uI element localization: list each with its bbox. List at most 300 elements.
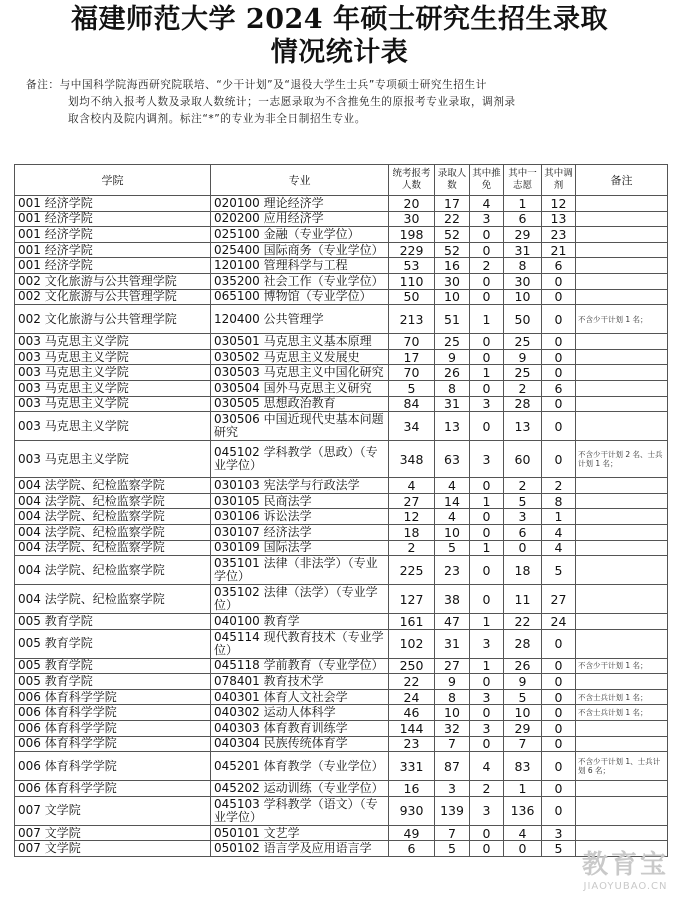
cell-first-choice: 3 bbox=[504, 509, 542, 525]
cell-admitted: 31 bbox=[435, 396, 470, 412]
table-row bbox=[15, 509, 668, 525]
header-first-choice: 其中一志愿 bbox=[504, 165, 542, 196]
cell-exempt: 3 bbox=[470, 689, 504, 705]
table-row bbox=[15, 349, 668, 365]
cell-major: 045102 学科教学（思政）（专业学位） bbox=[211, 441, 389, 478]
cell-applicants: 5 bbox=[389, 380, 435, 396]
cell-adjusted: 0 bbox=[542, 705, 576, 721]
cell-major: 035101 法律（非法学）（专业学位） bbox=[211, 556, 389, 585]
cell-major: 040304 民族传统体育学 bbox=[211, 736, 389, 752]
header-remark: 备注 bbox=[576, 165, 668, 196]
cell-college: 003 马克思主义学院 bbox=[15, 334, 211, 350]
cell-first-choice: 5 bbox=[504, 493, 542, 509]
cell-applicants: 22 bbox=[389, 674, 435, 690]
cell-applicants: 70 bbox=[389, 334, 435, 350]
cell-exempt: 3 bbox=[470, 629, 504, 658]
cell-first-choice: 7 bbox=[504, 736, 542, 752]
cell-major: 030503 马克思主义中国化研究 bbox=[211, 365, 389, 381]
cell-adjusted: 4 bbox=[542, 540, 576, 556]
cell-exempt: 0 bbox=[470, 585, 504, 614]
cell-exempt: 3 bbox=[470, 796, 504, 825]
cell-applicants: 127 bbox=[389, 585, 435, 614]
table-row bbox=[15, 781, 668, 797]
cell-exempt: 0 bbox=[470, 841, 504, 857]
cell-first-choice: 8 bbox=[504, 258, 542, 274]
title-line-2: 情况统计表 bbox=[270, 37, 409, 68]
cell-remark bbox=[576, 841, 668, 857]
cell-college: 005 教育学院 bbox=[15, 658, 211, 674]
table-row bbox=[15, 658, 668, 674]
cell-exempt: 1 bbox=[470, 658, 504, 674]
cell-adjusted: 3 bbox=[542, 825, 576, 841]
cell-college: 004 法学院、纪检监察学院 bbox=[15, 556, 211, 585]
cell-college: 003 马克思主义学院 bbox=[15, 396, 211, 412]
cell-first-choice: 0 bbox=[504, 841, 542, 857]
cell-admitted: 10 bbox=[435, 524, 470, 540]
cell-exempt: 2 bbox=[470, 258, 504, 274]
cell-college: 003 马克思主义学院 bbox=[15, 412, 211, 441]
cell-first-choice: 26 bbox=[504, 658, 542, 674]
cell-adjusted: 24 bbox=[542, 614, 576, 630]
cell-major: 030105 民商法学 bbox=[211, 493, 389, 509]
cell-first-choice: 1 bbox=[504, 196, 542, 212]
cell-major: 040302 运动人体科学 bbox=[211, 705, 389, 721]
cell-applicants: 84 bbox=[389, 396, 435, 412]
cell-major: 030506 中国近现代史基本问题研究 bbox=[211, 412, 389, 441]
cell-applicants: 53 bbox=[389, 258, 435, 274]
cell-exempt: 0 bbox=[470, 380, 504, 396]
cell-applicants: 18 bbox=[389, 524, 435, 540]
cell-admitted: 4 bbox=[435, 509, 470, 525]
table-row bbox=[15, 689, 668, 705]
cell-applicants: 161 bbox=[389, 614, 435, 630]
table-row bbox=[15, 478, 668, 494]
cell-first-choice: 5 bbox=[504, 689, 542, 705]
cell-first-choice: 10 bbox=[504, 705, 542, 721]
cell-college: 004 法学院、纪检监察学院 bbox=[15, 493, 211, 509]
cell-exempt: 0 bbox=[470, 674, 504, 690]
cell-adjusted: 0 bbox=[542, 365, 576, 381]
cell-major: 030504 国外马克思主义研究 bbox=[211, 380, 389, 396]
cell-admitted: 10 bbox=[435, 705, 470, 721]
cell-major: 025100 金融（专业学位） bbox=[211, 227, 389, 243]
admission-table bbox=[14, 164, 668, 857]
note-line-2: 划均不纳入报考人数及录取人数统计；一志愿录取为不含推免生的原报考专业录取，调剂录 bbox=[68, 96, 516, 108]
cell-remark bbox=[576, 349, 668, 365]
cell-remark bbox=[576, 781, 668, 797]
cell-adjusted: 0 bbox=[542, 334, 576, 350]
cell-remark bbox=[576, 478, 668, 494]
table-row bbox=[15, 441, 668, 478]
cell-admitted: 8 bbox=[435, 689, 470, 705]
table-row bbox=[15, 396, 668, 412]
cell-remark bbox=[576, 365, 668, 381]
cell-adjusted: 5 bbox=[542, 556, 576, 585]
cell-remark bbox=[576, 540, 668, 556]
cell-applicants: 12 bbox=[389, 509, 435, 525]
cell-admitted: 17 bbox=[435, 196, 470, 212]
cell-major: 030502 马克思主义发展史 bbox=[211, 349, 389, 365]
cell-first-choice: 136 bbox=[504, 796, 542, 825]
table-row bbox=[15, 752, 668, 781]
cell-admitted: 5 bbox=[435, 841, 470, 857]
cell-first-choice: 11 bbox=[504, 585, 542, 614]
cell-exempt: 2 bbox=[470, 781, 504, 797]
cell-admitted: 8 bbox=[435, 380, 470, 396]
cell-remark bbox=[576, 334, 668, 350]
cell-applicants: 27 bbox=[389, 493, 435, 509]
header-applicants: 统考报考人数 bbox=[389, 165, 435, 196]
cell-major: 045202 运动训练（专业学位） bbox=[211, 781, 389, 797]
cell-applicants: 348 bbox=[389, 441, 435, 478]
watermark-domain: JIAOYUBAO.CN bbox=[583, 881, 668, 892]
cell-adjusted: 27 bbox=[542, 585, 576, 614]
cell-admitted: 51 bbox=[435, 305, 470, 334]
cell-first-choice: 29 bbox=[504, 227, 542, 243]
cell-major: 120400 公共管理学 bbox=[211, 305, 389, 334]
header-college: 学院 bbox=[15, 165, 211, 196]
cell-first-choice: 25 bbox=[504, 334, 542, 350]
cell-applicants: 46 bbox=[389, 705, 435, 721]
cell-admitted: 27 bbox=[435, 658, 470, 674]
cell-remark bbox=[576, 629, 668, 658]
cell-major: 040303 体育教育训练学 bbox=[211, 721, 389, 737]
table-row bbox=[15, 242, 668, 258]
cell-remark bbox=[576, 412, 668, 441]
cell-exempt: 0 bbox=[470, 412, 504, 441]
cell-applicants: 50 bbox=[389, 289, 435, 305]
cell-admitted: 47 bbox=[435, 614, 470, 630]
cell-adjusted: 0 bbox=[542, 796, 576, 825]
cell-first-choice: 13 bbox=[504, 412, 542, 441]
table-row bbox=[15, 227, 668, 243]
cell-applicants: 102 bbox=[389, 629, 435, 658]
cell-exempt: 0 bbox=[470, 509, 504, 525]
cell-exempt: 3 bbox=[470, 211, 504, 227]
cell-exempt: 3 bbox=[470, 441, 504, 478]
cell-first-choice: 28 bbox=[504, 629, 542, 658]
cell-college: 001 经济学院 bbox=[15, 211, 211, 227]
cell-first-choice: 6 bbox=[504, 211, 542, 227]
cell-applicants: 930 bbox=[389, 796, 435, 825]
table-row bbox=[15, 493, 668, 509]
cell-adjusted: 6 bbox=[542, 380, 576, 396]
cell-applicants: 144 bbox=[389, 721, 435, 737]
cell-remark bbox=[576, 674, 668, 690]
cell-applicants: 4 bbox=[389, 478, 435, 494]
cell-admitted: 23 bbox=[435, 556, 470, 585]
table-row bbox=[15, 412, 668, 441]
table-row bbox=[15, 524, 668, 540]
cell-college: 001 经济学院 bbox=[15, 242, 211, 258]
cell-exempt: 0 bbox=[470, 349, 504, 365]
cell-adjusted: 0 bbox=[542, 721, 576, 737]
cell-admitted: 16 bbox=[435, 258, 470, 274]
cell-adjusted: 12 bbox=[542, 196, 576, 212]
cell-first-choice: 31 bbox=[504, 242, 542, 258]
cell-remark bbox=[576, 796, 668, 825]
cell-exempt: 0 bbox=[470, 227, 504, 243]
table-row bbox=[15, 211, 668, 227]
cell-exempt: 4 bbox=[470, 196, 504, 212]
cell-admitted: 4 bbox=[435, 478, 470, 494]
cell-college: 007 文学院 bbox=[15, 841, 211, 857]
table-header-row bbox=[15, 165, 668, 196]
cell-applicants: 229 bbox=[389, 242, 435, 258]
cell-adjusted: 13 bbox=[542, 211, 576, 227]
cell-exempt: 3 bbox=[470, 396, 504, 412]
cell-first-choice: 2 bbox=[504, 380, 542, 396]
cell-remark bbox=[576, 556, 668, 585]
cell-exempt: 0 bbox=[470, 736, 504, 752]
cell-adjusted: 0 bbox=[542, 396, 576, 412]
cell-remark bbox=[576, 273, 668, 289]
cell-major: 040301 体育人文社会学 bbox=[211, 689, 389, 705]
cell-remark bbox=[576, 380, 668, 396]
cell-college: 002 文化旅游与公共管理学院 bbox=[15, 289, 211, 305]
cell-remark bbox=[576, 289, 668, 305]
cell-exempt: 0 bbox=[470, 242, 504, 258]
cell-college: 004 法学院、纪检监察学院 bbox=[15, 585, 211, 614]
cell-college: 002 文化旅游与公共管理学院 bbox=[15, 305, 211, 334]
cell-adjusted: 0 bbox=[542, 289, 576, 305]
cell-applicants: 20 bbox=[389, 196, 435, 212]
cell-adjusted: 2 bbox=[542, 478, 576, 494]
header-major: 专业 bbox=[211, 165, 389, 196]
cell-remark bbox=[576, 736, 668, 752]
table-row bbox=[15, 796, 668, 825]
cell-applicants: 198 bbox=[389, 227, 435, 243]
table-row bbox=[15, 736, 668, 752]
cell-first-choice: 10 bbox=[504, 289, 542, 305]
cell-remark bbox=[576, 211, 668, 227]
cell-adjusted: 0 bbox=[542, 752, 576, 781]
cell-adjusted: 4 bbox=[542, 524, 576, 540]
cell-first-choice: 22 bbox=[504, 614, 542, 630]
cell-admitted: 38 bbox=[435, 585, 470, 614]
table-row bbox=[15, 614, 668, 630]
cell-adjusted: 0 bbox=[542, 629, 576, 658]
table-row bbox=[15, 196, 668, 212]
cell-first-choice: 28 bbox=[504, 396, 542, 412]
cell-admitted: 9 bbox=[435, 349, 470, 365]
table-row bbox=[15, 629, 668, 658]
cell-admitted: 52 bbox=[435, 227, 470, 243]
cell-college: 004 法学院、纪检监察学院 bbox=[15, 524, 211, 540]
cell-applicants: 34 bbox=[389, 412, 435, 441]
cell-remark bbox=[576, 509, 668, 525]
cell-remark bbox=[576, 258, 668, 274]
cell-applicants: 17 bbox=[389, 349, 435, 365]
cell-admitted: 7 bbox=[435, 825, 470, 841]
cell-college: 004 法学院、纪检监察学院 bbox=[15, 478, 211, 494]
cell-admitted: 3 bbox=[435, 781, 470, 797]
cell-exempt: 1 bbox=[470, 365, 504, 381]
cell-college: 004 法学院、纪检监察学院 bbox=[15, 540, 211, 556]
cell-remark bbox=[576, 396, 668, 412]
cell-major: 045118 学前教育（专业学位） bbox=[211, 658, 389, 674]
watermark-logo-text: 教育宝 bbox=[581, 850, 669, 880]
cell-college: 005 教育学院 bbox=[15, 629, 211, 658]
header-exempt: 其中推免 bbox=[470, 165, 504, 196]
header-adjusted: 其中调剂 bbox=[542, 165, 576, 196]
cell-applicants: 250 bbox=[389, 658, 435, 674]
cell-major: 065100 博物馆（专业学位） bbox=[211, 289, 389, 305]
table-row bbox=[15, 305, 668, 334]
cell-major: 035102 法律（法学）（专业学位） bbox=[211, 585, 389, 614]
cell-major: 045114 现代教育技术（专业学位） bbox=[211, 629, 389, 658]
table-row bbox=[15, 334, 668, 350]
cell-remark bbox=[576, 825, 668, 841]
cell-first-choice: 6 bbox=[504, 524, 542, 540]
cell-remark bbox=[576, 196, 668, 212]
cell-admitted: 32 bbox=[435, 721, 470, 737]
cell-first-choice: 25 bbox=[504, 365, 542, 381]
cell-adjusted: 0 bbox=[542, 658, 576, 674]
cell-major: 020200 应用经济学 bbox=[211, 211, 389, 227]
title-line-1: 福建师范大学 2024 年硕士研究生招生录取 bbox=[71, 4, 608, 35]
cell-remark: 不含少干计划 1 名； bbox=[576, 658, 668, 674]
cell-college: 001 经济学院 bbox=[15, 227, 211, 243]
cell-college: 007 文学院 bbox=[15, 796, 211, 825]
cell-remark bbox=[576, 614, 668, 630]
cell-exempt: 1 bbox=[470, 305, 504, 334]
cell-major: 120100 管理科学与工程 bbox=[211, 258, 389, 274]
cell-applicants: 70 bbox=[389, 365, 435, 381]
cell-remark bbox=[576, 585, 668, 614]
cell-college: 003 马克思主义学院 bbox=[15, 441, 211, 478]
cell-college: 001 经济学院 bbox=[15, 258, 211, 274]
cell-applicants: 213 bbox=[389, 305, 435, 334]
cell-exempt: 1 bbox=[470, 540, 504, 556]
table-row bbox=[15, 273, 668, 289]
cell-major: 035200 社会工作（专业学位） bbox=[211, 273, 389, 289]
cell-first-choice: 60 bbox=[504, 441, 542, 478]
note-line-3: 取含校内及院内调剂。标注“*”的专业为非全日制招生专业。 bbox=[68, 113, 366, 125]
cell-major: 050102 语言学及应用语言学 bbox=[211, 841, 389, 857]
cell-first-choice: 9 bbox=[504, 349, 542, 365]
cell-college: 006 体育科学学院 bbox=[15, 705, 211, 721]
cell-applicants: 225 bbox=[389, 556, 435, 585]
cell-college: 001 经济学院 bbox=[15, 196, 211, 212]
cell-first-choice: 29 bbox=[504, 721, 542, 737]
table-row bbox=[15, 721, 668, 737]
cell-first-choice: 9 bbox=[504, 674, 542, 690]
cell-major: 045103 学科教学（语文）（专业学位） bbox=[211, 796, 389, 825]
table-row bbox=[15, 674, 668, 690]
cell-first-choice: 50 bbox=[504, 305, 542, 334]
cell-major: 078401 教育技术学 bbox=[211, 674, 389, 690]
cell-applicants: 24 bbox=[389, 689, 435, 705]
cell-remark: 不含士兵计划 1 名； bbox=[576, 689, 668, 705]
cell-exempt: 4 bbox=[470, 752, 504, 781]
cell-first-choice: 2 bbox=[504, 478, 542, 494]
cell-admitted: 30 bbox=[435, 273, 470, 289]
cell-remark: 不含士兵计划 1 名； bbox=[576, 705, 668, 721]
cell-first-choice: 4 bbox=[504, 825, 542, 841]
cell-college: 006 体育科学学院 bbox=[15, 752, 211, 781]
cell-remark bbox=[576, 721, 668, 737]
cell-applicants: 16 bbox=[389, 781, 435, 797]
cell-adjusted: 0 bbox=[542, 273, 576, 289]
cell-major: 025400 国际商务（专业学位） bbox=[211, 242, 389, 258]
cell-college: 006 体育科学学院 bbox=[15, 781, 211, 797]
cell-first-choice: 30 bbox=[504, 273, 542, 289]
cell-remark: 不含少干计划 1、士兵计划 6 名； bbox=[576, 752, 668, 781]
cell-applicants: 23 bbox=[389, 736, 435, 752]
table-row bbox=[15, 380, 668, 396]
cell-adjusted: 0 bbox=[542, 305, 576, 334]
cell-admitted: 139 bbox=[435, 796, 470, 825]
cell-adjusted: 1 bbox=[542, 509, 576, 525]
cell-exempt: 0 bbox=[470, 289, 504, 305]
table-row bbox=[15, 825, 668, 841]
cell-adjusted: 0 bbox=[542, 412, 576, 441]
cell-exempt: 0 bbox=[470, 478, 504, 494]
table-row bbox=[15, 841, 668, 857]
table-row bbox=[15, 540, 668, 556]
cell-exempt: 0 bbox=[470, 524, 504, 540]
cell-first-choice: 83 bbox=[504, 752, 542, 781]
cell-adjusted: 21 bbox=[542, 242, 576, 258]
cell-admitted: 31 bbox=[435, 629, 470, 658]
cell-admitted: 22 bbox=[435, 211, 470, 227]
cell-college: 003 马克思主义学院 bbox=[15, 380, 211, 396]
cell-adjusted: 0 bbox=[542, 736, 576, 752]
cell-exempt: 0 bbox=[470, 825, 504, 841]
cell-remark bbox=[576, 242, 668, 258]
cell-adjusted: 0 bbox=[542, 349, 576, 365]
cell-adjusted: 0 bbox=[542, 781, 576, 797]
cell-admitted: 5 bbox=[435, 540, 470, 556]
cell-adjusted: 8 bbox=[542, 493, 576, 509]
cell-major: 030106 诉讼法学 bbox=[211, 509, 389, 525]
cell-admitted: 87 bbox=[435, 752, 470, 781]
header-admitted: 录取人数 bbox=[435, 165, 470, 196]
cell-exempt: 0 bbox=[470, 273, 504, 289]
cell-applicants: 331 bbox=[389, 752, 435, 781]
table-row bbox=[15, 705, 668, 721]
cell-major: 020100 理论经济学 bbox=[211, 196, 389, 212]
cell-major: 030107 经济法学 bbox=[211, 524, 389, 540]
cell-admitted: 63 bbox=[435, 441, 470, 478]
cell-applicants: 2 bbox=[389, 540, 435, 556]
cell-college: 002 文化旅游与公共管理学院 bbox=[15, 273, 211, 289]
cell-college: 005 教育学院 bbox=[15, 614, 211, 630]
cell-adjusted: 5 bbox=[542, 841, 576, 857]
cell-first-choice: 18 bbox=[504, 556, 542, 585]
cell-applicants: 6 bbox=[389, 841, 435, 857]
cell-admitted: 9 bbox=[435, 674, 470, 690]
cell-exempt: 1 bbox=[470, 493, 504, 509]
cell-major: 050101 文艺学 bbox=[211, 825, 389, 841]
page-title bbox=[0, 3, 679, 69]
cell-admitted: 10 bbox=[435, 289, 470, 305]
cell-exempt: 0 bbox=[470, 705, 504, 721]
cell-major: 040100 教育学 bbox=[211, 614, 389, 630]
cell-admitted: 52 bbox=[435, 242, 470, 258]
note-line-1: 备注：与中国科学院海西研究院联培、“少干计划”及“退役大学生士兵”专项硕士研究生招生计 bbox=[26, 79, 487, 91]
table-row bbox=[15, 556, 668, 585]
cell-exempt: 0 bbox=[470, 556, 504, 585]
table-row bbox=[15, 365, 668, 381]
cell-admitted: 26 bbox=[435, 365, 470, 381]
cell-remark: 不含少干计划 2 名、士兵计划 1 名； bbox=[576, 441, 668, 478]
table-body bbox=[15, 196, 668, 857]
remark-note bbox=[26, 77, 661, 128]
cell-college: 003 马克思主义学院 bbox=[15, 349, 211, 365]
cell-college: 006 体育科学学院 bbox=[15, 721, 211, 737]
